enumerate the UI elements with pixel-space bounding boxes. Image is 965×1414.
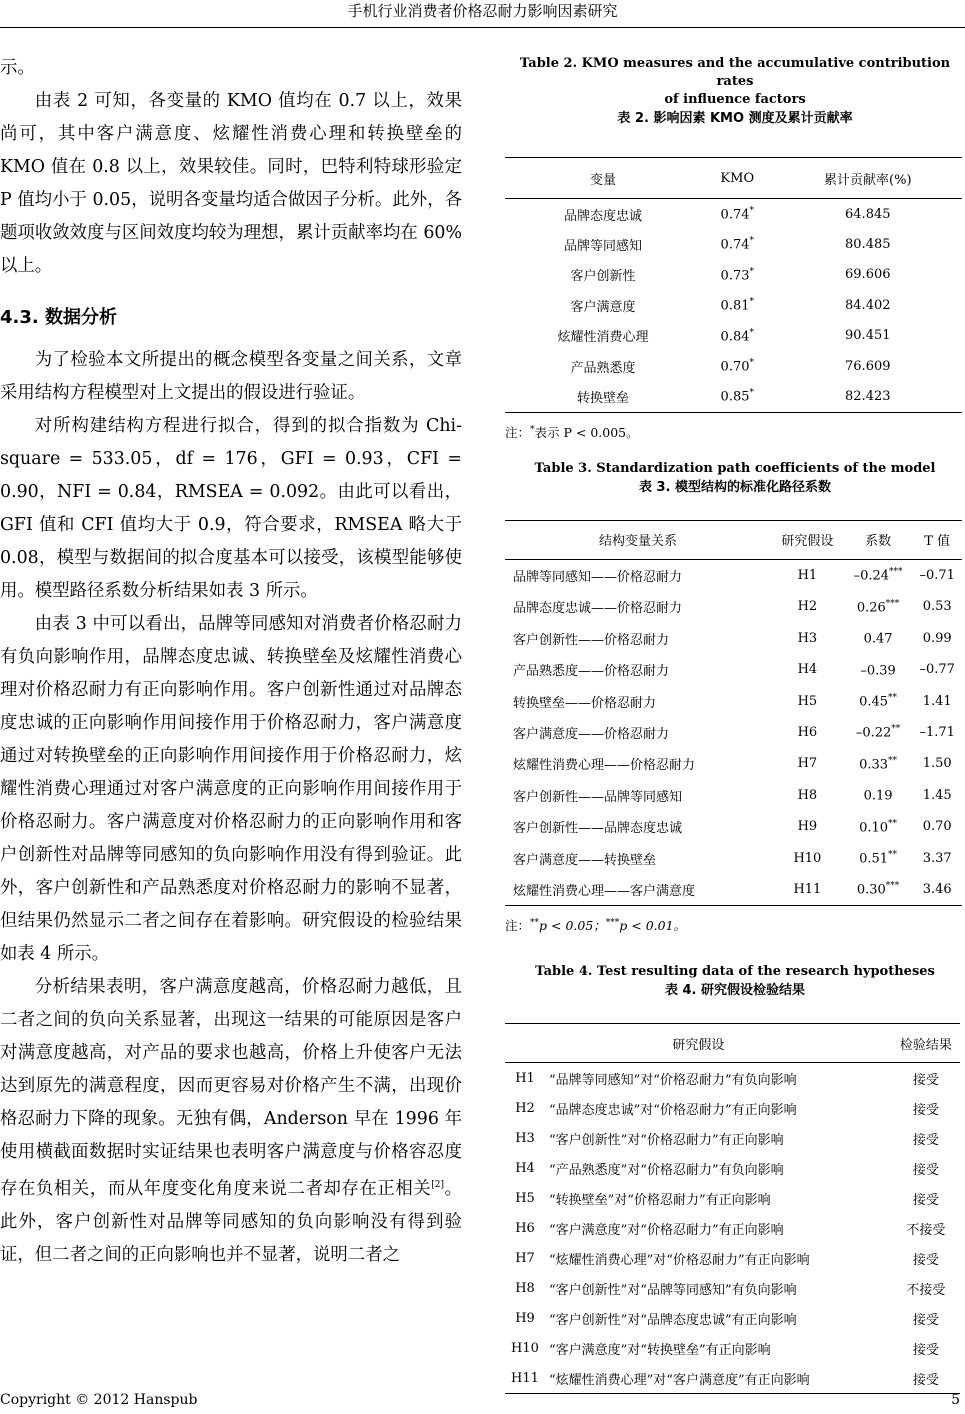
significance-mark: ***: [889, 567, 903, 578]
kmo-cell: [701, 229, 774, 259]
test-result-cell: 接受: [912, 1312, 939, 1328]
relation-cell: 客户创新性——价格忍耐力: [513, 632, 670, 648]
table2-caption-zh: 表 2. 影响因素 KMO 测度及累计贡献率: [617, 111, 853, 126]
contribution-rate-cell: 64.845: [845, 206, 891, 222]
table2-kmo: [505, 157, 962, 413]
hypothesis-text-cell: “品牌态度忠诚”对“价格忍耐力”有正向影响: [549, 1102, 797, 1118]
variable-cell: 客户满意度: [570, 299, 636, 315]
coefficient-value: –0.39: [860, 662, 896, 678]
hypothesis-id-cell: H2: [515, 1100, 535, 1116]
contribution-rate-cell: 84.402: [845, 297, 891, 313]
table-row: [505, 229, 962, 259]
kmo-cell: [701, 199, 774, 230]
variable-cell: 转换壁垒: [576, 391, 629, 407]
table-row: [505, 842, 962, 873]
table-row: [505, 381, 962, 412]
table-row: [505, 1303, 960, 1333]
table-row: [505, 685, 962, 716]
note-text: p < 0.01。: [619, 918, 687, 934]
kmo-cell: [701, 260, 774, 290]
note-text: p < 0.05；: [539, 918, 606, 934]
relation-cell: 炫耀性消费心理——客户满意度: [513, 883, 696, 899]
coefficient-value: 0.26: [856, 600, 886, 616]
test-result-cell: 接受: [912, 1252, 939, 1268]
coefficient-value: 0.45: [859, 694, 889, 710]
hypothesis-id-cell: H8: [515, 1280, 535, 1296]
table-row: [505, 199, 962, 230]
hypothesis-cell: H2: [797, 599, 818, 615]
right-column: [505, 55, 965, 1394]
table4-header-hypothesis: 研究假设: [505, 1024, 892, 1063]
relation-cell: 产品熟悉度——价格忍耐力: [513, 664, 670, 680]
hypothesis-text-cell: “客户满意度”对“转换壁垒”有正向影响: [549, 1342, 771, 1358]
hypothesis-cell: H4: [797, 662, 818, 678]
hypothesis-id-cell: H4: [515, 1160, 535, 1176]
note-sup: ***: [605, 918, 620, 929]
table-row: [505, 1063, 960, 1094]
note-sup: **: [530, 918, 540, 929]
significance-mark: **: [888, 692, 898, 703]
table-row: [505, 290, 962, 320]
table-row: [505, 1213, 960, 1243]
note-prefix: 注：: [505, 424, 531, 440]
kmo-cell: [701, 321, 774, 351]
paragraph-sem-intro: 为了检验本文所提出的概念模型各变量之间关系，文章采用结构方程模型对上文提出的假设进行验证。: [0, 350, 462, 403]
hypothesis-text-cell: “客户创新性”对“品牌等同感知”有负向影响: [549, 1282, 797, 1298]
table3-caption-zh: 表 3. 模型结构的标准化路径系数: [638, 479, 832, 495]
t-value-cell: 0.70: [922, 819, 952, 835]
table-row: [505, 1333, 960, 1363]
coefficient-cell: [844, 748, 913, 779]
note-text: 表示 P < 0.005。: [534, 424, 639, 440]
table2-caption-en-line2: of influence factors: [664, 92, 806, 107]
table4-caption-en: Table 4. Test resulting data of the research hypotheses: [535, 964, 935, 980]
test-result-cell: 接受: [912, 1372, 939, 1388]
significance-mark: *: [749, 236, 754, 247]
kmo-value: 0.73: [720, 268, 750, 284]
kmo-value: 0.81: [720, 298, 750, 314]
coefficient-cell: [844, 811, 913, 842]
table3-header-hypothesis: 研究假设: [771, 520, 844, 559]
table2-header-kmo: KMO: [701, 158, 774, 199]
hypothesis-text-cell: “客户满意度”对“价格忍耐力”有正向影响: [549, 1222, 784, 1238]
table4-caption-zh: 表 4. 研究假设检验结果: [664, 983, 806, 999]
table-row: [505, 717, 962, 748]
hypothesis-text-cell: “客户创新性”对“品牌态度忠诚”有正向影响: [549, 1312, 797, 1328]
kmo-value: 0.74: [720, 207, 750, 223]
table-row: [505, 780, 962, 811]
table3-path-coefficients: [505, 520, 962, 906]
hypothesis-cell: H11: [793, 881, 822, 897]
table-row: [505, 811, 962, 842]
table2-caption-en-line1: Table 2. KMO measures and the accumulative contribution rates: [519, 56, 951, 89]
kmo-value: 0.70: [720, 359, 750, 375]
significance-mark: **: [888, 818, 898, 829]
table-row: [505, 1153, 960, 1183]
page-number: 5: [951, 1392, 960, 1408]
hypothesis-id-cell: H1: [515, 1070, 535, 1086]
table3-header-coefficient: 系数: [844, 520, 913, 559]
coefficient-cell: [844, 623, 913, 654]
relation-cell: 炫耀性消费心理——价格忍耐力: [513, 758, 696, 774]
hypothesis-id-cell: H10: [511, 1340, 539, 1356]
coefficient-cell: [844, 780, 913, 811]
variable-cell: 品牌态度忠诚: [563, 208, 642, 224]
test-result-cell: 接受: [912, 1192, 939, 1208]
coefficient-cell: [844, 559, 913, 591]
variable-cell: 客户创新性: [570, 269, 636, 285]
contribution-rate-cell: 69.606: [845, 267, 891, 283]
t-value-cell: 1.41: [922, 693, 952, 709]
paragraph-path-results: 由表 3 中可以看出，品牌等同感知对消费者价格忍耐力有负向影响作用，品牌态度忠诚、转换壁垒及炫耀性消费心理对价格忍耐力有正向影响作用。客户创新性通过对品牌态度忠诚的正向影响作用间接作用于价格忍耐力，客户满意度通过对转换壁垒的正向影响作用间接作用于价格忍耐力，炫耀性消费心理通过对客户满意度的正向影响作用间接作用于价格忍耐力。客户满意度对价格忍耐力的正向影响作用和客户创新性对品牌等同感知的负向影响作用没有得到验证。此外，客户创新性和产品熟悉度对价格忍耐力的影响不显著，但结果仍然显示二者之间存在着影响。研究假设的检验结果如表 4 所示。: [0, 614, 462, 964]
t-value-cell: 0.99: [922, 630, 952, 646]
hypothesis-id-cell: H11: [511, 1370, 539, 1386]
citation-ref: [2]: [431, 1180, 445, 1190]
hypothesis-cell: H8: [797, 787, 818, 803]
coefficient-value: 0.47: [863, 631, 893, 647]
paragraph-analysis-discussion: [0, 971, 462, 1272]
test-result-cell: 不接受: [906, 1222, 946, 1238]
t-value-cell: –0.71: [919, 568, 955, 584]
table3-caption-en: Table 3. Standardization path coefficients of the model: [534, 460, 936, 476]
table3-header-relation: 结构变量关系: [505, 520, 771, 559]
table-row: [505, 1273, 960, 1303]
hypothesis-cell: H10: [793, 850, 822, 866]
table-row: [505, 654, 962, 685]
table-row: [505, 623, 962, 654]
hypothesis-text-cell: “转换壁垒”对“价格忍耐力”有正向影响: [549, 1192, 771, 1208]
coefficient-cell: [844, 654, 913, 685]
relation-cell: 客户创新性——品牌等同感知: [513, 789, 683, 805]
header-rule: [0, 27, 965, 28]
significance-mark: *: [749, 357, 754, 368]
significance-mark: *: [749, 297, 754, 308]
kmo-cell: [701, 290, 774, 320]
note-prefix: 注：: [505, 918, 531, 934]
discussion-text-a: 分析结果表明，客户满意度越高，价格忍耐力越低，且二者之间的负向关系显著，出现这一结果的可能原因是客户对满意度越高，对产品的要求也越高，价格上升使客户无法达到原先的满意程度，因而更容易对价格产生不满，出现价格忍耐力下降的现象。无独有偶，Anderson 早在 1996 年使用横截面数据时实证结果也表明客户满意度与价格容忍度存在负相关，而从年度变化角度来说二者却存在正相关: [0, 977, 462, 1199]
kmo-cell: [701, 381, 774, 412]
table4-hypothesis-tests: [505, 1023, 960, 1394]
hypothesis-cell: H6: [797, 725, 818, 741]
coefficient-value: 0.10: [859, 819, 889, 835]
significance-mark: ***: [885, 881, 900, 892]
footer-copyright: Copyright © 2012 Hanspub: [0, 1392, 198, 1408]
coefficient-value: 0.19: [863, 788, 893, 804]
table3-note: [505, 914, 965, 935]
paragraph-kmo-summary: 由表 2 可知，各变量的 KMO 值均在 0.7 以上，效果尚可，其中客户满意度、炫耀性消费心理和转换壁垒的 KMO 值在 0.8 以上，效果较佳。同时，巴特利特球形验定 P 值均小于 0.05，说明各变量均适合做因子分析。此外，各题项收敛效度与区间效度均较为理想，累计贡献率均在 60%以上。: [0, 91, 462, 276]
hypothesis-text-cell: “炫耀性消费心理”对“价格忍耐力”有正向影响: [549, 1252, 810, 1268]
t-value-cell: –1.71: [919, 725, 955, 741]
variable-cell: 炫耀性消费心理: [557, 330, 649, 346]
table-row: [505, 1093, 960, 1123]
kmo-value: 0.85: [720, 389, 750, 405]
table-row: [505, 874, 962, 906]
contribution-rate-cell: 90.451: [845, 328, 891, 344]
significance-mark: *: [749, 388, 754, 399]
test-result-cell: 接受: [912, 1132, 939, 1148]
significance-mark: **: [888, 849, 898, 860]
table-row: [505, 1123, 960, 1153]
contribution-rate-cell: 76.609: [845, 358, 891, 374]
hypothesis-id-cell: H6: [515, 1220, 535, 1236]
t-value-cell: 3.37: [922, 850, 952, 866]
table-row: [505, 1363, 960, 1394]
hypothesis-cell: H9: [797, 819, 818, 835]
t-value-cell: 1.45: [922, 787, 952, 803]
table-row: [505, 1183, 960, 1213]
variable-cell: 产品熟悉度: [570, 360, 636, 376]
relation-cell: 客户创新性——品牌态度忠诚: [513, 821, 683, 837]
t-value-cell: 3.46: [922, 881, 952, 897]
table2-header-variable: 变量: [505, 158, 701, 199]
contribution-rate-cell: 80.485: [845, 237, 891, 253]
coefficient-cell: [844, 874, 913, 906]
coefficient-cell: [844, 717, 913, 748]
hypothesis-text-cell: “品牌等同感知”对“价格忍耐力”有负向影响: [549, 1072, 797, 1088]
significance-mark: **: [888, 755, 898, 766]
paragraph-continuation: 示。: [0, 58, 35, 78]
hypothesis-text-cell: “产品熟悉度”对“价格忍耐力”有负向影响: [549, 1162, 784, 1178]
table-row: [505, 559, 962, 591]
coefficient-cell: [844, 685, 913, 716]
significance-mark: *: [749, 327, 754, 338]
paragraph-fit-indices: 对所构建结构方程进行拟合，得到的拟合指数为 Chi-square = 533.05，df = 176，GFI = 0.93，CFI = 0.90，NFI = 0.84，RMSEA = 0.092。由此可以看出，GFI 值和 CFI 值均大于 0.9，符合要求，RMSEA 略大于 0.08，模型与数据间的拟合度基本可以接受，该模型能够使用。模型路径系数分析结果如表 3 所示。: [0, 416, 462, 601]
table2-note: [505, 421, 965, 442]
significance-mark: *: [749, 206, 754, 217]
running-header: 手机行业消费者价格忍耐力影响因素研究: [347, 2, 618, 20]
table-row: [505, 591, 962, 622]
test-result-cell: 接受: [912, 1342, 939, 1358]
variable-cell: 品牌等同感知: [563, 239, 642, 255]
hypothesis-text-cell: “客户创新性”对“价格忍耐力”有正向影响: [549, 1132, 784, 1148]
table3-header-t-value: T 值: [912, 520, 962, 559]
coefficient-cell: [844, 842, 913, 873]
discussion-text-b: 。此外，客户创新性对品牌等同感知的负向影响没有得到验证，但二者之间的正向影响也并不显著，说明二者之: [0, 1178, 462, 1265]
t-value-cell: –0.77: [919, 662, 955, 678]
hypothesis-cell: H7: [797, 756, 818, 772]
table2-header-rate: 累计贡献率(%): [774, 158, 962, 199]
table-row: [505, 321, 962, 351]
relation-cell: 客户满意度——价格忍耐力: [513, 727, 670, 743]
coefficient-value: –0.24: [853, 568, 890, 584]
significance-mark: ***: [885, 598, 900, 609]
relation-cell: 转换壁垒——价格忍耐力: [513, 695, 657, 711]
test-result-cell: 接受: [912, 1072, 939, 1088]
hypothesis-cell: H1: [797, 568, 818, 584]
significance-mark: **: [891, 724, 901, 735]
hypothesis-cell: H3: [797, 630, 818, 646]
table-row: [505, 748, 962, 779]
section-heading-4-3: 4.3. 数据分析: [0, 307, 117, 328]
hypothesis-id-cell: H5: [515, 1190, 535, 1206]
left-column: [0, 52, 462, 1272]
kmo-cell: [701, 351, 774, 381]
hypothesis-cell: H5: [797, 693, 818, 709]
hypothesis-id-cell: H9: [515, 1310, 535, 1326]
table-row: [505, 1243, 960, 1273]
relation-cell: 品牌等同感知——价格忍耐力: [513, 570, 683, 586]
t-value-cell: 1.50: [922, 756, 952, 772]
coefficient-value: –0.22: [855, 725, 892, 741]
note-sup: *: [530, 424, 535, 435]
contribution-rate-cell: 82.423: [845, 389, 891, 405]
hypothesis-id-cell: H7: [515, 1250, 535, 1266]
hypothesis-id-cell: H3: [515, 1130, 535, 1146]
hypothesis-text-cell: “炫耀性消费心理”对“客户满意度”有正向影响: [549, 1372, 810, 1388]
table-row: [505, 260, 962, 290]
kmo-value: 0.84: [720, 328, 750, 344]
test-result-cell: 不接受: [906, 1282, 946, 1298]
coefficient-value: 0.51: [859, 851, 889, 867]
table-row: [505, 351, 962, 381]
relation-cell: 品牌态度忠诚——价格忍耐力: [513, 601, 683, 617]
test-result-cell: 接受: [912, 1102, 939, 1118]
coefficient-value: 0.30: [856, 882, 886, 898]
coefficient-cell: [844, 591, 913, 622]
test-result-cell: 接受: [912, 1162, 939, 1178]
t-value-cell: 0.53: [922, 599, 952, 615]
coefficient-value: 0.33: [859, 757, 889, 773]
significance-mark: *: [749, 266, 754, 277]
relation-cell: 客户满意度——转换壁垒: [513, 852, 657, 868]
table4-header-result: 检验结果: [892, 1024, 960, 1063]
kmo-value: 0.74: [720, 237, 750, 253]
